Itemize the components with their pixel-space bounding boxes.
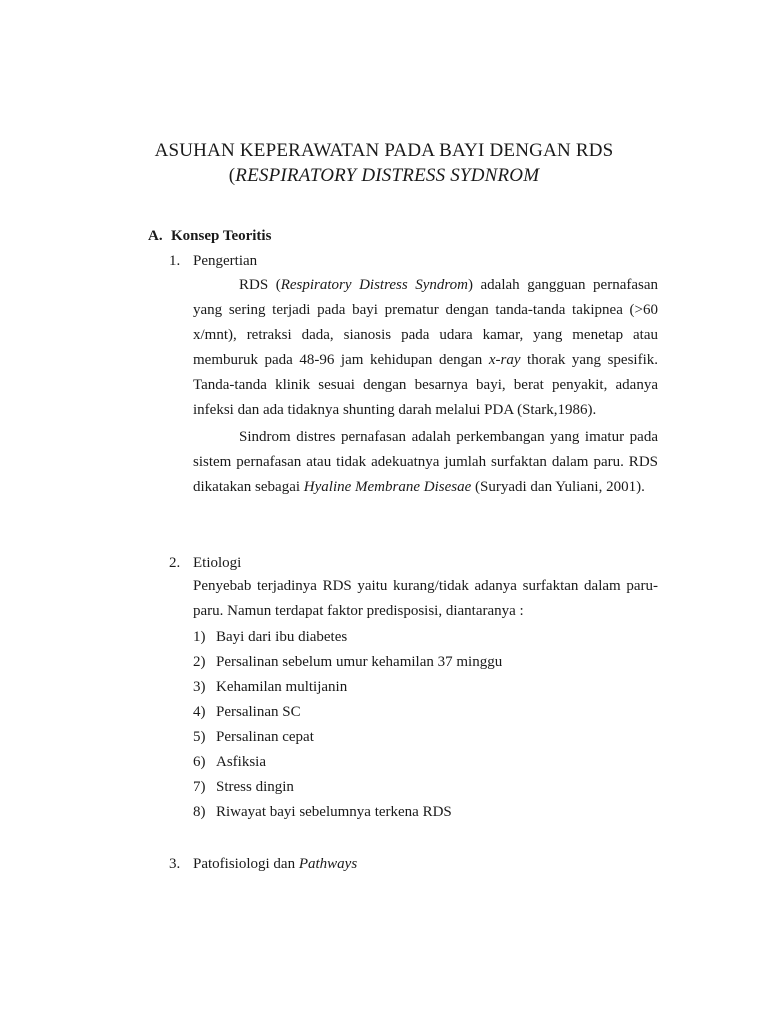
definition-paragraph-2 [193, 425, 658, 500]
list-item [193, 777, 502, 802]
item-number: 1. [169, 253, 181, 269]
para-text: RDS ( [239, 277, 281, 293]
list-text: Riwayat bayi sebelumnya terkena RDS [216, 804, 452, 820]
para-text: ) adalah gangguan pernafasan yang sering terjadi pada bayi prematur dengan tanda-tanda takipnea (>60 x/mnt), retraksi dada, sianosis pada udara kamar, yang menetap atau memburuk pada 48-96 jam kehidupan dengan [193, 277, 658, 368]
list-item [193, 727, 502, 752]
item-label-italic: Pathways [298, 856, 358, 872]
list-number: 2) [193, 654, 206, 670]
section-label: Konsep Teoritis [171, 228, 272, 244]
list-number: 5) [193, 729, 206, 745]
item-number: 2. [169, 555, 181, 571]
item-number: 3. [169, 856, 181, 872]
document-title-line1: ASUHAN KEPERAWATAN PADA BAYI DENGAN RDS [154, 140, 614, 161]
list-text: Stress dingin [216, 779, 294, 795]
list-text: Asfiksia [216, 754, 266, 770]
list-item [193, 652, 502, 677]
list-text: Kehamilan multijanin [216, 679, 348, 695]
list-number: 1) [193, 629, 206, 645]
para-text: thorak yang spesifik. Tanda-tanda klinik sesuai dengan besarnya bayi, berat penyakit, adanya infeksi dan ada tidaknya shunting darah melalui PDA (Stark,1986). [193, 352, 659, 418]
para-italic: Hyaline Membrane Disesae [303, 479, 472, 495]
item-2-heading [169, 553, 241, 573]
para-text: Sindrom distres pernafasan adalah perkembangan yang imatur pada sistem pernafasan atau tidak adekuatnya jumlah surfaktan dalam paru. RDS dikatakan sebagai [193, 429, 658, 495]
etiology-intro: Penyebab terjadinya RDS yaitu kurang/tidak adanya surfaktan dalam paru-paru. Namun terdapat faktor predisposisi, diantaranya : [193, 578, 658, 619]
para-italic: x-ray [488, 352, 521, 368]
item-label: Pengertian [193, 253, 258, 269]
factor-list [193, 627, 502, 827]
item-3-heading [169, 854, 357, 874]
list-item [193, 802, 502, 827]
document-title-line2 [0, 164, 768, 188]
list-number: 4) [193, 704, 206, 720]
para-italic: Respiratory Distress Syndrom [280, 277, 468, 293]
title-italic: RESPIRATORY DISTRESS SYDNROM [235, 165, 540, 186]
list-text: Bayi dari ibu diabetes [216, 629, 348, 645]
definition-paragraph-1 [193, 273, 658, 423]
item-1-heading [169, 251, 257, 271]
list-number: 8) [193, 804, 206, 820]
list-number: 3) [193, 679, 206, 695]
list-item [193, 702, 502, 727]
list-number: 7) [193, 779, 206, 795]
item-label: Patofisiologi dan [193, 856, 299, 872]
para-text: (Suryadi dan Yuliani, 2001). [471, 479, 645, 495]
list-number: 6) [193, 754, 206, 770]
item-label: Etiologi [193, 555, 242, 571]
list-item [193, 677, 502, 702]
list-text: Persalinan SC [216, 704, 301, 720]
list-item [193, 752, 502, 777]
section-a-heading [148, 226, 271, 246]
title-paren: ( [228, 165, 236, 186]
list-item [193, 627, 502, 652]
section-letter: A. [148, 228, 163, 244]
list-text: Persalinan cepat [216, 729, 314, 745]
list-text: Persalinan sebelum umur kehamilan 37 minggu [216, 654, 503, 670]
